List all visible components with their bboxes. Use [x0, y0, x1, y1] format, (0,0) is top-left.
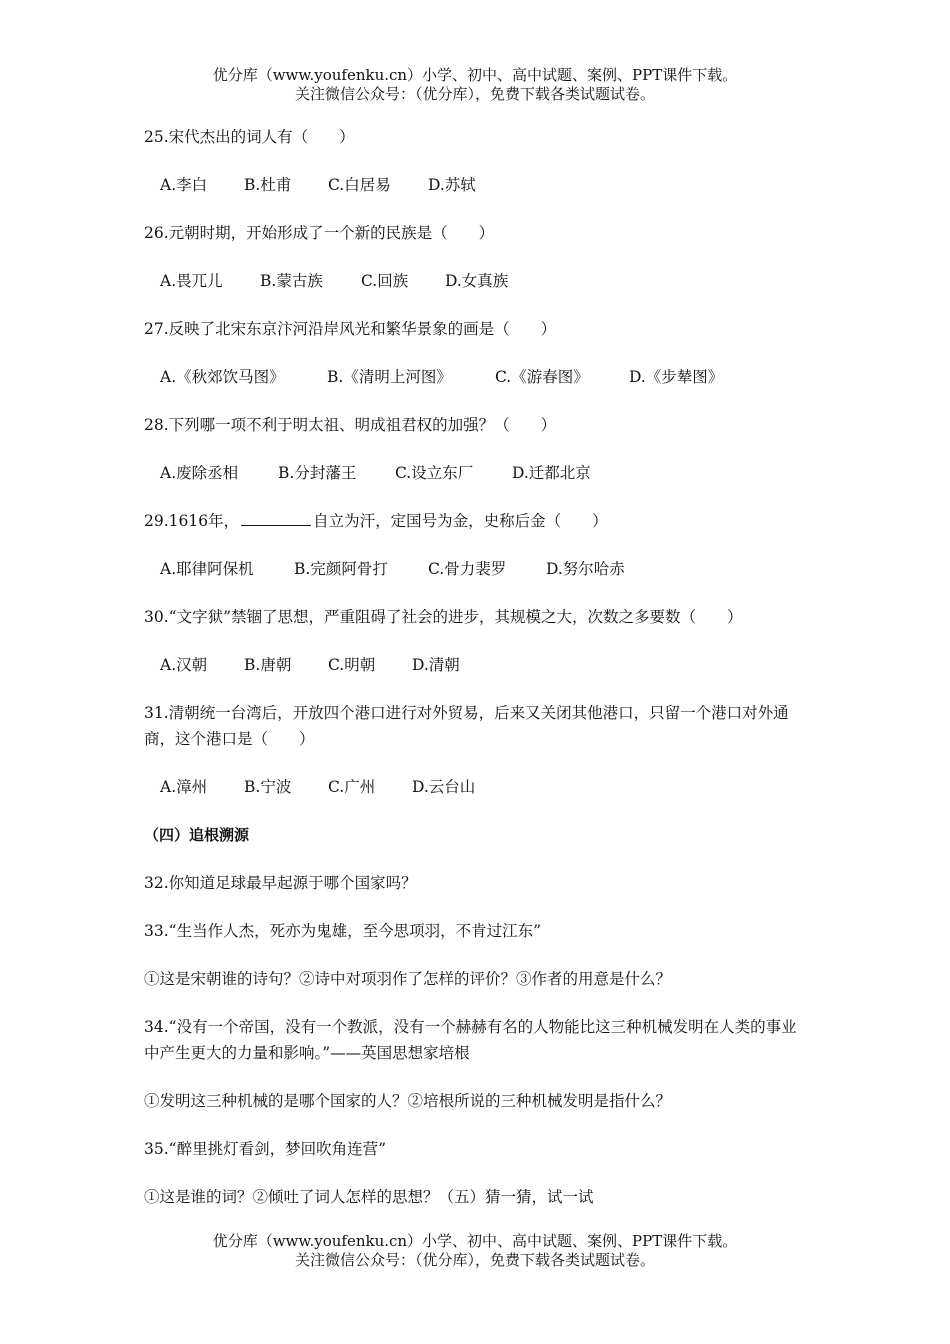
question-35-subquestions: ①这是谁的词？②倾吐了词人怎样的思想？（五）猜一猜，试一试	[144, 1188, 594, 1206]
footer-line-1: 优分库（www.youfenku.cn）小学、初中、高中试题、案例、PPT课件下载。	[212, 1232, 738, 1250]
option-a: A.漳州	[160, 778, 208, 796]
options-29	[160, 556, 809, 582]
question-34-subquestions: ①发明这三种机械的是哪个国家的人？②培根所说的三种机械发明是指什么？	[144, 1092, 672, 1110]
question-32: 32.你知道足球最早起源于哪个国家吗？	[144, 874, 417, 892]
footer-line-2: 关注微信公众号：（优分库），免费下载各类试题试卷。	[294, 1251, 655, 1269]
options-26	[160, 268, 809, 294]
answer-blank	[241, 509, 311, 526]
option-d: D.云台山	[412, 778, 476, 796]
option-b: B.完颜阿骨打	[294, 560, 388, 578]
header-line-1: 优分库（www.youfenku.cn）小学、初中、高中试题、案例、PPT课件下载。	[212, 66, 738, 84]
option-a: A.《秋郊饮马图》	[160, 368, 285, 386]
section-title: （四）追根溯源	[144, 826, 250, 844]
option-b: B.分封藩王	[278, 464, 357, 482]
option-b: B.宁波	[244, 778, 292, 796]
option-d: D.迁都北京	[512, 464, 591, 482]
question-28: 28.下列哪一项不利于明太祖、明成祖君权的加强？（ ）	[144, 416, 557, 434]
option-c: C.《游春图》	[495, 368, 589, 386]
question-29-part-2: 自立为汗，定国号为金，史称后金（ ）	[313, 512, 608, 530]
option-d: D.清朝	[412, 656, 460, 674]
question-27: 27.反映了北宋东京汴河沿岸风光和繁华景象的画是（ ）	[144, 320, 557, 338]
question-30: 30.“文字狱”禁锢了思想，严重阻碍了社会的进步，其规模之大，次数之多要数（ ）	[144, 608, 743, 626]
question-33: 33.“生当作人杰，死亦为鬼雄，至今思项羽，不肯过江东”	[144, 922, 542, 940]
option-c: C.设立东厂	[395, 464, 474, 482]
option-c: C.回族	[361, 272, 409, 290]
page-footer	[0, 1232, 950, 1270]
option-b: B.蒙古族	[260, 272, 323, 290]
option-b: B.唐朝	[244, 656, 292, 674]
document-body	[144, 124, 809, 1232]
option-a: A.畏兀儿	[160, 272, 223, 290]
question-25: 25.宋代杰出的词人有（ ）	[144, 128, 355, 146]
option-c: C.明朝	[328, 656, 376, 674]
option-d: D.女真族	[445, 272, 509, 290]
option-d: D.努尔哈赤	[546, 560, 625, 578]
option-a: A.废除丞相	[160, 464, 239, 482]
options-31	[160, 774, 809, 800]
option-c: C.广州	[328, 778, 376, 796]
option-d: D.苏轼	[428, 176, 476, 194]
question-34: 34.“没有一个帝国，没有一个教派，没有一个赫赫有名的人物能比这三种机械发明在人类的事业中产生更大的力量和影响。”——英国思想家培根	[144, 1018, 797, 1062]
options-28	[160, 460, 809, 486]
option-b: B.《清明上河图》	[327, 368, 452, 386]
option-a: A.汉朝	[160, 656, 208, 674]
options-30	[160, 652, 809, 678]
option-a: A.耶律阿保机	[160, 560, 254, 578]
question-26: 26.元朝时期，开始形成了一个新的民族是（ ）	[144, 224, 495, 242]
question-33-subquestions: ①这是宋朝谁的诗句？②诗中对项羽作了怎样的评价？③作者的用意是什么？	[144, 970, 672, 988]
question-29	[144, 508, 809, 534]
options-27	[160, 364, 809, 390]
page-header	[0, 66, 950, 104]
option-a: A.李白	[160, 176, 208, 194]
options-25	[160, 172, 809, 198]
option-b: B.杜甫	[244, 176, 292, 194]
question-35: 35.“醉里挑灯看剑，梦回吹角连营”	[144, 1140, 386, 1158]
question-31: 31.清朝统一台湾后，开放四个港口进行对外贸易，后来又关闭其他港口，只留一个港口对外通商，这个港口是（ ）	[144, 704, 789, 748]
option-c: C.白居易	[328, 176, 391, 194]
option-c: C.骨力裴罗	[428, 560, 507, 578]
header-line-2: 关注微信公众号：（优分库），免费下载各类试题试卷。	[294, 85, 655, 103]
option-d: D.《步辇图》	[629, 368, 724, 386]
question-29-part-1: 29.1616年，	[144, 512, 240, 530]
